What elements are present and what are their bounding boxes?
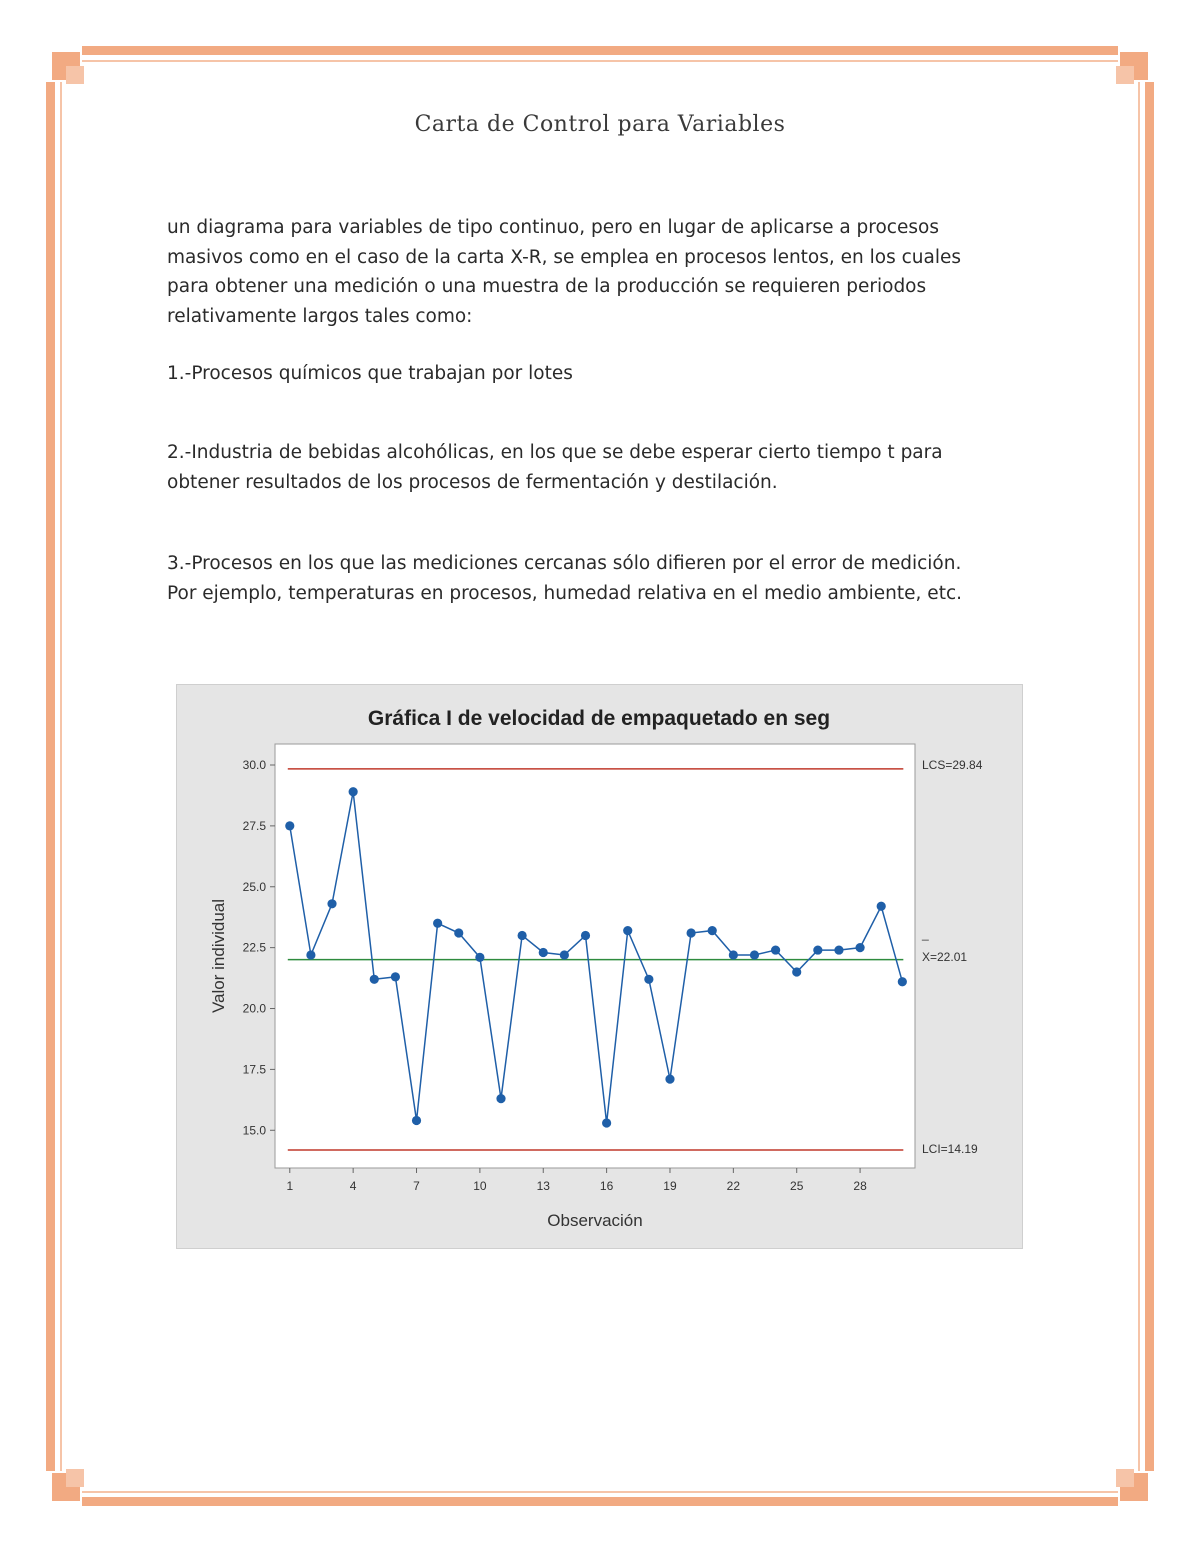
data-point — [496, 1094, 505, 1103]
x-tick-label: 4 — [349, 1179, 357, 1193]
x-tick-label: 7 — [413, 1179, 420, 1193]
data-point — [539, 948, 548, 957]
x-axis — [286, 1168, 867, 1193]
data-point — [306, 950, 315, 959]
x-tick-label: 16 — [599, 1179, 614, 1193]
list-item-2-line-1: 2.-Industria de bebidas alcohólicas, en los que se debe esperar cierto tiempo t para — [167, 442, 943, 463]
control-chart — [176, 684, 1023, 1249]
data-point — [370, 975, 379, 984]
y-axis-label: Valor individual — [209, 898, 228, 1014]
control-chart-svg — [177, 685, 1022, 1248]
y-tick-label: 17.5 — [242, 1062, 266, 1077]
intro-line-2: masivos como en el caso de la carta X-R, se emplea en procesos lentos, en los cuales — [167, 246, 962, 268]
data-point — [327, 899, 336, 908]
y-tick-label: 25.0 — [242, 879, 266, 894]
data-point — [750, 950, 759, 959]
list-item-1-line-1: 1.-Procesos químicos que trabajan por lotes — [167, 363, 573, 384]
chart-title: Gráfica I de velocidad de empaquetado en seg — [367, 707, 831, 730]
list-item-2 — [167, 438, 1047, 497]
x-tick-label: 1 — [286, 1179, 294, 1193]
data-point — [771, 945, 780, 954]
x-tick-label: 10 — [473, 1179, 487, 1193]
data-point — [729, 950, 738, 959]
x-tick-label: 28 — [853, 1179, 867, 1193]
data-point — [623, 926, 632, 935]
y-tick-label: 30.0 — [242, 758, 266, 772]
data-point — [412, 1116, 421, 1125]
lcl-label: LCI=14.19 — [922, 1142, 978, 1156]
data-point — [518, 931, 527, 940]
list-item-3 — [167, 549, 1047, 608]
x-tick-label: 22 — [726, 1179, 741, 1193]
data-point — [877, 902, 886, 911]
data-point — [644, 975, 653, 984]
data-point — [855, 943, 864, 952]
intro-line-1: un diagrama para variables de tipo continuo, pero en lugar de aplicarse a procesos — [167, 217, 939, 238]
center-label: X=22.01 — [922, 950, 968, 964]
list-item-1 — [167, 359, 1047, 389]
data-point — [813, 945, 822, 954]
data-point — [792, 967, 801, 976]
data-point — [349, 787, 358, 796]
list-item-3-line-1: 3.-Procesos en los que las mediciones cercanas sólo difieren por el error de medición. — [167, 553, 962, 574]
y-axis — [243, 758, 275, 1137]
ucl-label: LCS=29.84 — [922, 758, 983, 772]
intro-line-4: relativamente largos tales como: — [167, 305, 473, 327]
y-tick-label: 27.5 — [242, 818, 266, 833]
data-point — [665, 1075, 674, 1084]
data-point — [687, 928, 696, 937]
y-tick-label: 22.5 — [242, 940, 266, 955]
data-point — [834, 945, 843, 954]
list-item-3-line-2: Por ejemplo, temperaturas en procesos, humedad relativa en el medio ambiente, etc. — [167, 582, 962, 604]
data-point — [285, 821, 294, 830]
data-point — [898, 977, 907, 986]
data-point — [581, 931, 590, 940]
data-point — [708, 926, 717, 935]
x-tick-label: 25 — [790, 1179, 804, 1193]
list-item-2-line-2: obtener resultados de los procesos de fermentación y destilación. — [167, 471, 778, 493]
data-point — [433, 919, 442, 928]
data-point — [602, 1118, 611, 1127]
data-point — [391, 972, 400, 981]
intro-paragraph — [167, 213, 1047, 331]
intro-line-3: para obtener una medición o una muestra de la producción se requieren periodos — [167, 276, 927, 297]
y-tick-label: 20.0 — [242, 1001, 266, 1016]
page-title: Carta de Control para Variables — [414, 112, 786, 137]
x-tick-label: 19 — [663, 1179, 677, 1193]
data-point — [560, 950, 569, 959]
center-bar: _ — [922, 927, 929, 941]
x-tick-label: 13 — [536, 1179, 550, 1193]
x-axis-label: Observación — [547, 1211, 643, 1230]
data-point — [475, 953, 484, 962]
y-tick-label: 15.0 — [242, 1123, 266, 1138]
data-point — [454, 928, 463, 937]
